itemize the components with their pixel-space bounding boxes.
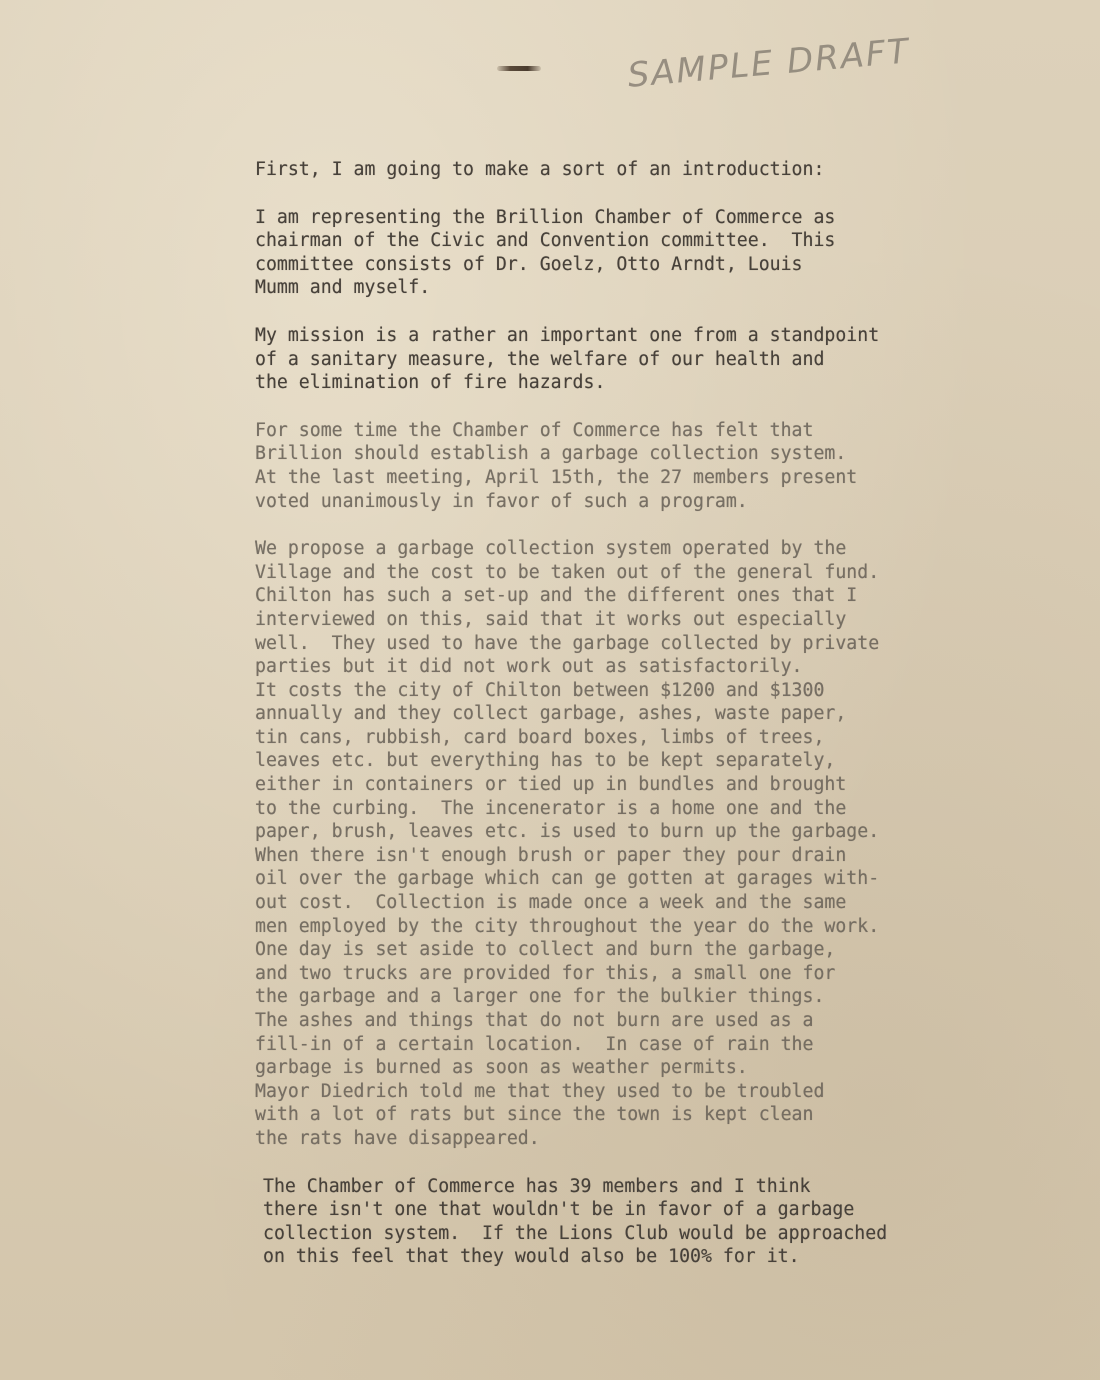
text-line: paper, brush, leaves etc. is used to burn up the garbage. — [255, 821, 880, 843]
text-line: It costs the city of Chilton between $1200 and $1300 — [255, 679, 825, 701]
text-line: chairman of the Civic and Convention committee. This — [255, 230, 836, 252]
text-line: and two trucks are provided for this, a small one for — [255, 962, 836, 984]
text-line: the garbage and a larger one for the bulkier things. — [255, 986, 825, 1008]
text-line: oil over the garbage which can ge gotten at garages with- — [255, 868, 880, 890]
text-line: well. They used to have the garbage collected by private — [255, 632, 880, 654]
text-line: I am representing the Brillion Chamber of Commerce as — [255, 206, 836, 228]
intro-text: First, I am going to make a sort of an introduction: — [255, 159, 825, 180]
paragraph-closing — [263, 1175, 1085, 1269]
text-line: Chilton has such a set-up and the different ones that I — [255, 585, 858, 607]
text-line: there isn't one that wouldn't be in favor of a garbage — [263, 1199, 855, 1221]
text-line: At the last meeting, April 15th, the 27 members present — [255, 466, 858, 488]
text-line: Mayor Diedrich told me that they used to be troubled — [255, 1080, 825, 1102]
text-line: annually and they collect garbage, ashes, waste paper, — [255, 703, 847, 725]
document-body — [255, 158, 1085, 1293]
text-line: My mission is a rather an important one from a standpoint — [255, 324, 880, 346]
text-line: the elimination of fire hazards. — [255, 372, 606, 394]
text-line: Brillion should establish a garbage collection system. — [255, 443, 847, 465]
text-line: garbage is burned as soon as weather permits. — [255, 1057, 748, 1079]
text-line: When there isn't enough brush or paper they pour drain — [255, 844, 847, 866]
text-line: either in containers or tied up in bundles and brought — [255, 774, 847, 796]
text-line: The ashes and things that do not burn are used as a — [255, 1010, 814, 1031]
text-line: For some time the Chamber of Commerce has felt that — [255, 419, 814, 441]
staple-mark — [497, 66, 541, 71]
text-line: The Chamber of Commerce has 39 members and I think — [263, 1175, 811, 1197]
text-line: We propose a garbage collection system operated by the — [255, 538, 847, 560]
paragraph-chamber-meeting — [255, 419, 1085, 513]
paragraph-committee — [255, 206, 1085, 300]
text-line: interviewed on this, said that it works out especially — [255, 608, 847, 630]
text-line: Village and the cost to be taken out of the general fund. — [255, 561, 880, 583]
text-line: the rats have disappeared. — [255, 1127, 540, 1149]
text-line: fill-in of a certain location. In case of rain the — [255, 1033, 814, 1055]
text-line: leaves etc. but everything has to be kept separately, — [255, 750, 836, 772]
text-line: to the curbing. The incenerator is a home one and the — [255, 797, 847, 819]
text-line: parties but it did not work out as satisfactorily. — [255, 656, 803, 678]
text-line: out cost. Collection is made once a week and the same — [255, 892, 847, 914]
text-line: committee consists of Dr. Goelz, Otto Arndt, Louis — [255, 253, 803, 275]
text-line: tin cans, rubbish, card board boxes, limbs of trees, — [255, 726, 825, 748]
text-line: men employed by the city throughout the year do the work. — [255, 915, 880, 937]
text-line: voted unanimously in favor of such a program. — [255, 490, 748, 512]
text-line: of a sanitary measure, the welfare of our health and — [255, 348, 825, 370]
paragraph-proposal — [255, 537, 1085, 1150]
text-line: on this feel that they would also be 100% for it. — [263, 1246, 800, 1268]
intro-line — [255, 158, 1085, 182]
text-line: One day is set aside to collect and burn the garbage, — [255, 939, 836, 961]
paragraph-mission — [255, 324, 1085, 395]
text-line: with a lot of rats but since the town is kept clean — [255, 1104, 814, 1126]
text-line: Mumm and myself. — [255, 277, 431, 299]
text-line: collection system. If the Lions Club would be approached — [263, 1222, 888, 1244]
handwritten-draft-label: SAMPLE DRAFT — [626, 31, 912, 96]
